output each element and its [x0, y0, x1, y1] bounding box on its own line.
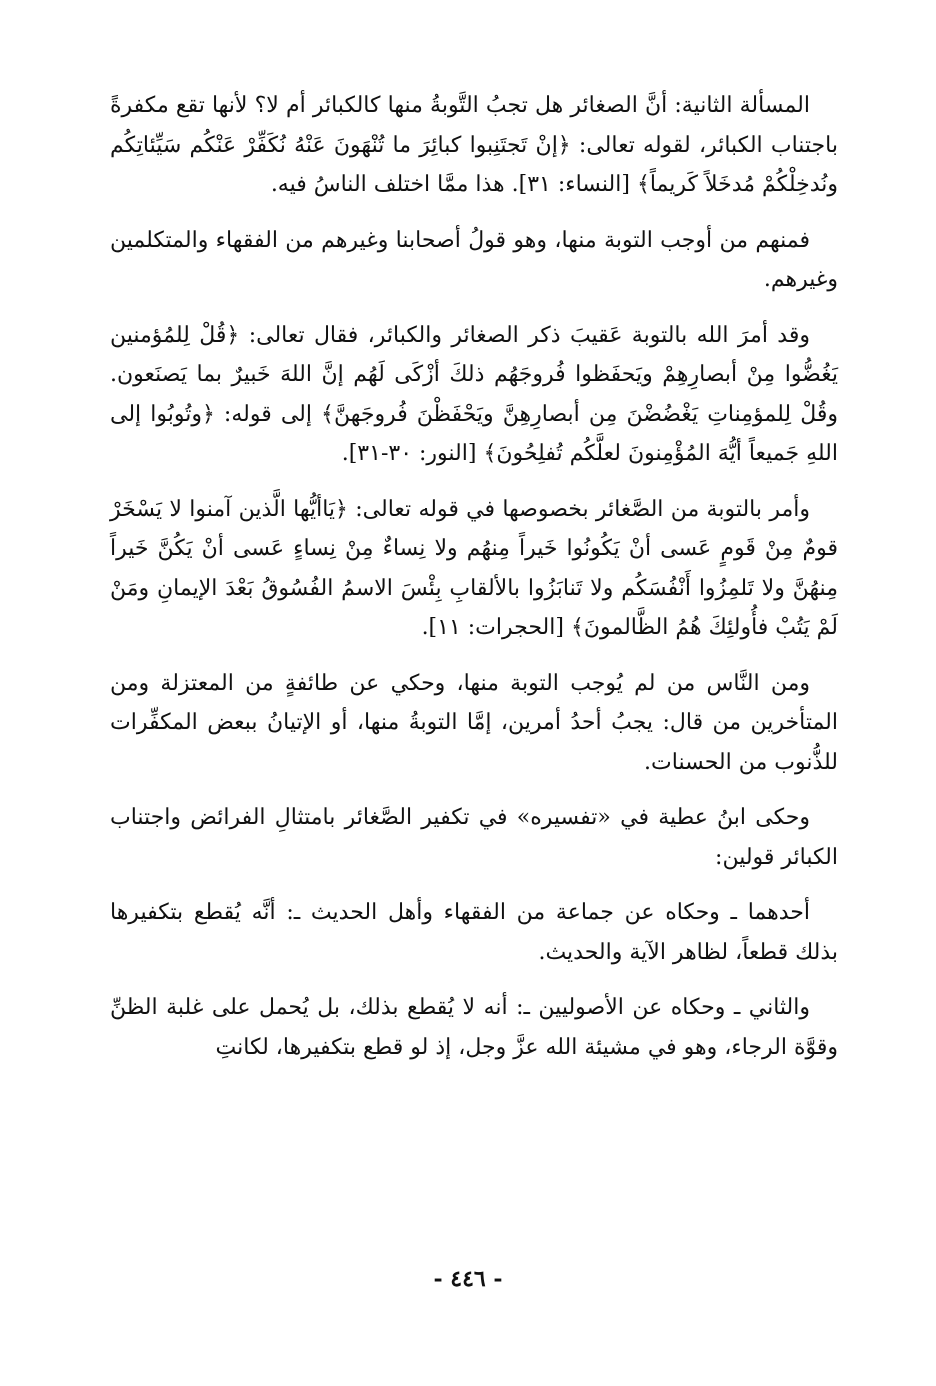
paragraph-minor-sins-verse: وأمر بالتوبة من الصَّغائر بخصوصها في قوله تعالى: ﴿يَاأيُّها الَّذين آمنوا لا يَسْخَرْ قومٌ مِنْ قَومٍ عَسى أنْ يَكُونُوا خَيراً مِنهُم ولا نِساءٌ مِنْ نِساءٍ عَسى أنْ يَكُنَّ خَيراً مِنهُنَّ ولا تَلمِزُوا أَنْفُسَكُم ولا تَنابَزُوا بالألقابِ بِئْسَ الاسمُ الفُسُوقُ بَعْدَ الإيمانِ ومَنْ لَمْ يَتُبْ فأُولئِكَ هُمُ الظَّالمونَ﴾ [الحجرات: ١١]. [110, 496, 838, 640]
paragraph-second-issue: المسألة الثانية: أنَّ الصغائر هل تجبُ التَّوبةُ منها كالكبائر أم لا؟ لأنها تقع مكفرةً باجتناب الكبائر، لقوله تعالى: ﴿إنْ تَجتَنِبوا كبائِرَ ما تُنْهَونَ عَنْهُ نُكَفِّرْ عَنْكُم سَيِّئاتِكُم ونُدخِلْكُمْ مُدخَلاً كَريماً﴾ [النساء: ٣١]. هذا ممَّا اختلف الناسُ فيه. [110, 93, 838, 197]
paragraph-command-repentance: وقد أمرَ الله بالتوبة عَقيبَ ذكر الصغائر والكبائر، فقال تعالى: ﴿قُلْ لِلمُؤمنين يَغُضُّوا مِنْ أبصارِهِمْ ويَحفَظوا فُروجَهُم ذلكَ أزْكَى لَهُم إنَّ اللهَ خَبيرٌ بما يَصنَعون. وقُلْ لِلمؤمِناتِ يَغْضُضْنَ مِن أبصارِهِنَّ ويَحْفَظْنَ فُروجَهنَّ﴾ إلى قوله: ﴿وتُوبُوا إلى اللهِ جَميعاً أيُّهَ المُؤْمِنونَ لعلَّكُم تُفلِحُونَ﴾ [النور: ٣٠-٣١]. [110, 322, 838, 466]
page-body [110, 86, 838, 1083]
page-number: - ٤٤٦ - [433, 1266, 503, 1292]
paragraph-those-not-required: ومن النَّاس من لم يُوجب التوبة منها، وحكي عن طائفةٍ من المعتزلة ومن المتأخرين من قال: يجبُ أحدُ أمرين، إمَّا التوبةُ منها، أو الإتيانُ ببعض المكفِّرات للذُّنوب من الحسنات. [110, 670, 838, 775]
paragraph-first-opinion: أحدهما ـ وحكاه عن جماعة من الفقهاء وأهل الحديث ـ: أنَّه يُقطع بتكفيرها بذلك قطعاً، لظاهر الآية والحديث. [110, 900, 838, 965]
paragraph-second-opinion: والثاني ـ وحكاه عن الأصوليين ـ: أنه لا يُقطع بذلك، بل يُحمل على غلبة الظنِّ وقوَّة الرجاء، وهو في مشيئة الله عزَّ وجل، إذ لو قطع بتكفيرها، لكانتِ [110, 995, 838, 1060]
paragraph-ibn-atiyya: وحكى ابنُ عطية في «تفسيره» في تكفير الصَّغائر بامتثالِ الفرائض واجتناب الكبائر قولين: [110, 805, 838, 870]
paragraph-those-who-required: فمنهم من أوجب التوبة منها، وهو قولُ أصحابنا وغيرهم من الفقهاء والمتكلمين وغيرهم. [110, 227, 838, 292]
